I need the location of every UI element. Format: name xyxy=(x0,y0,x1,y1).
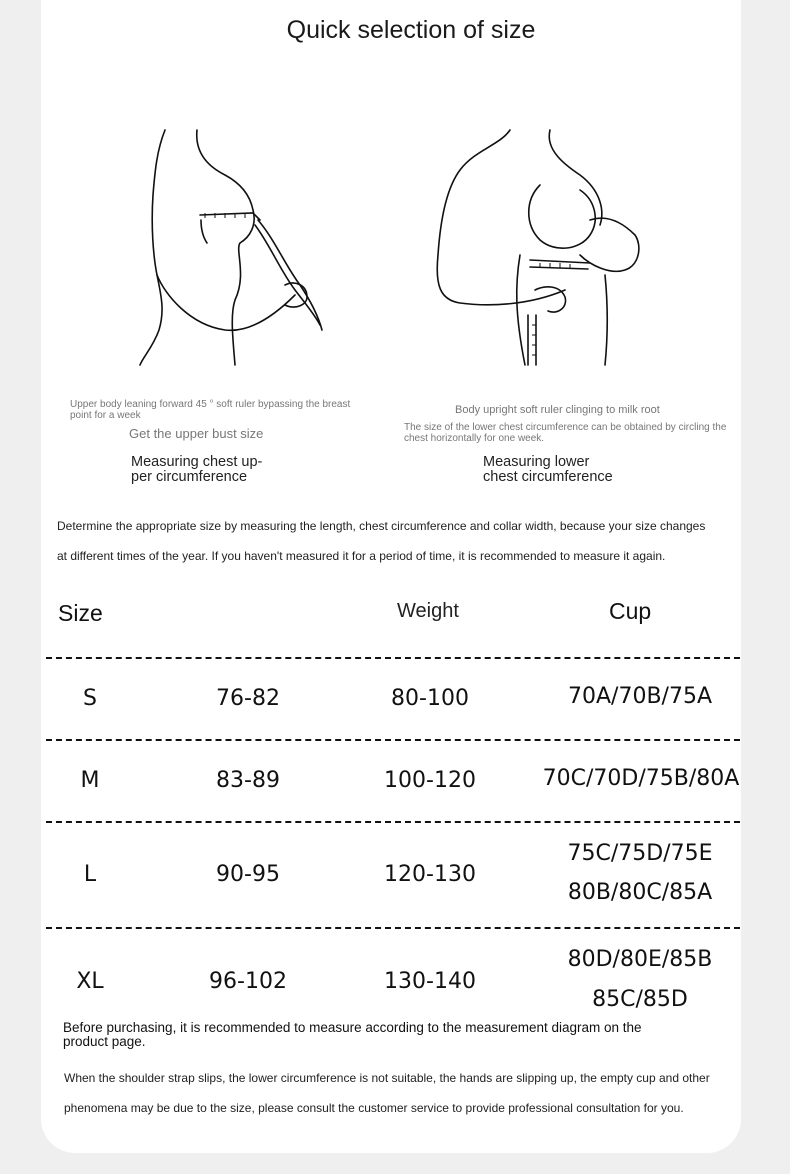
cup-cell: 80D/80E/85B xyxy=(567,947,713,972)
cup-cell: 85C/85D xyxy=(592,987,688,1012)
cup-cell: 70C/70D/75B/80A xyxy=(542,766,740,791)
intro-paragraph xyxy=(57,511,737,571)
left-measurement-note: Upper body leaning forward 45 ° soft ruler bypassing the breast point for a week xyxy=(70,399,351,421)
page-title: Quick selection of size xyxy=(286,16,536,44)
size-cell: S xyxy=(83,686,97,711)
right-measurement-label: Measuring lower chest circumference xyxy=(483,454,613,485)
left-measurement-label: Measuring chest up-per circumference xyxy=(131,454,263,485)
weight-cell: 120-130 xyxy=(384,862,476,887)
row-divider xyxy=(46,821,740,823)
header-weight: Weight xyxy=(397,600,459,622)
intro-line-2: at different times of the year. If you haven't measured it for a period of time, it is recommended to measure it again. xyxy=(57,549,666,563)
right-measurement-note: Body upright soft ruler clinging to milk root xyxy=(455,404,660,416)
footer-note-line-1: When the shoulder strap slips, the lower circumference is not suitable, the hands are slipping up, the empty cup and other xyxy=(64,1071,710,1085)
weight-cell: 80-100 xyxy=(391,686,469,711)
footer-note-line-2: phenomena may be due to the size, please consult the customer service to provide professional consultation for you. xyxy=(64,1101,684,1115)
size-cell: L xyxy=(83,862,97,887)
size-cell: XL xyxy=(76,969,104,994)
header-size: Size xyxy=(58,600,103,626)
footer-note xyxy=(64,1063,734,1123)
row-divider xyxy=(46,927,740,929)
lower-chest-measurement-illustration xyxy=(430,125,645,370)
row-divider xyxy=(46,739,740,741)
weight-cell: 130-140 xyxy=(384,969,476,994)
footer-advice: Before purchasing, it is recommended to measure according to the measurement diagram on the product page. xyxy=(63,1020,642,1049)
bust-cell: 83-89 xyxy=(216,768,280,793)
bust-cell: 90-95 xyxy=(216,862,280,887)
header-cup: Cup xyxy=(609,598,652,624)
intro-line-1: Determine the appropriate size by measuring the length, chest circumference and collar width, because your size changes xyxy=(57,519,706,533)
weight-cell: 100-120 xyxy=(384,768,476,793)
cup-cell: 75C/75D/75E xyxy=(567,841,713,866)
left-measurement-subtitle: Get the upper bust size xyxy=(129,426,264,441)
right-measurement-detail: The size of the lower chest circumference can be obtained by circling the chest horizontally for one week. xyxy=(404,422,727,444)
cup-cell: 70A/70B/75A xyxy=(568,684,712,709)
bust-cell: 76-82 xyxy=(216,686,280,711)
bust-cell: 96-102 xyxy=(209,969,287,994)
size-cell: M xyxy=(80,768,100,793)
cup-cell: 80B/80C/85A xyxy=(567,880,713,905)
row-divider xyxy=(46,657,740,659)
upper-bust-measurement-illustration xyxy=(135,125,335,370)
